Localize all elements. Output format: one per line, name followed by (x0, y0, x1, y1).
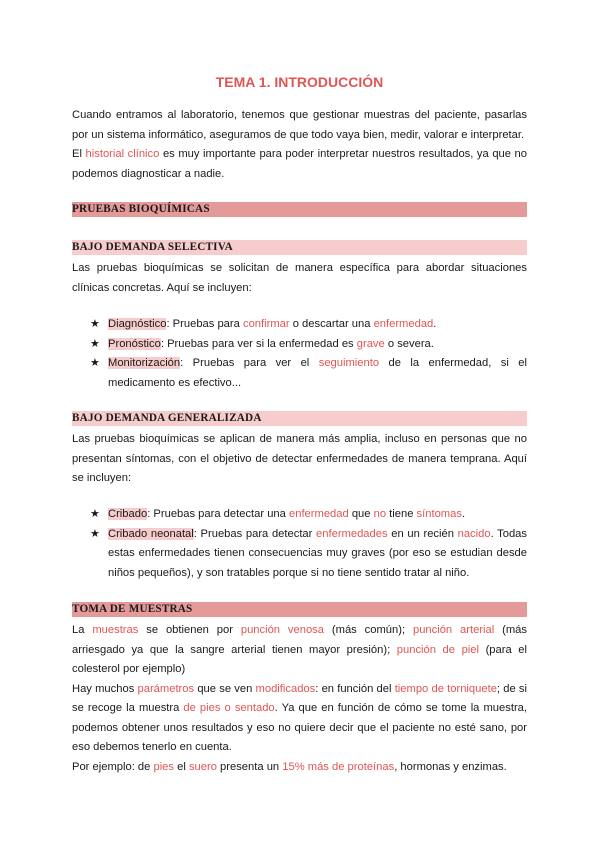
toma-de-muestras-block (72, 621, 527, 777)
toma-paragraph-2: Hay muchos parámetros que se ven modificados: en función del tiempo de torniquete; de si se recoge la muestra de pies o sentado. Ya que en función de cómo se tome la muestra, podemos obtener unos resultados y eso no quiere decir que el paciente no esté sano, por eso debemos tenerlo en cuenta. (72, 682, 527, 753)
selectiva-block (72, 259, 527, 298)
list-item: ★ Cribado: Pruebas para detectar una enfermedad que no tiene síntomas. (72, 505, 527, 525)
section-heading-pruebas-bioquimicas: PRUEBAS BIOQUÍMICAS (72, 202, 527, 217)
list-item: ★ Diagnóstico: Pruebas para confirmar o descartar una enfermedad. (72, 315, 527, 335)
intro-section (72, 106, 527, 184)
toma-paragraph-3: Por ejemplo: de pies el suero presenta un 15% más de proteínas, hormonas y enzimas. (72, 760, 507, 773)
page-title: TEMA 1. INTRODUCCIÓN (215, 74, 384, 90)
star-bullet-icon: ★ (90, 357, 100, 369)
list-item: ★ Cribado neonatal: Pruebas para detectar enfermedades en un recién nacido. Todas estas enfermedades tienen consecuencias muy graves (por eso se estudian desde niños pequeños), y son tratables porque si no tiene sentido tratar al niño. (72, 525, 527, 584)
selectiva-list (72, 315, 527, 393)
star-bullet-icon: ★ (90, 508, 100, 520)
star-bullet-icon: ★ (90, 337, 100, 350)
section-heading-toma-de-muestras: TOMA DE MUESTRAS (72, 602, 527, 617)
subsection-heading-selectiva: BAJO DEMANDA SELECTIVA (72, 240, 527, 255)
star-bullet-icon: ★ (90, 318, 100, 330)
generalizada-paragraph: Las pruebas bioquímicas se aplican de manera más amplia, incluso en personas que no presentan síntomas, con el objetivo de detectar enfermedades de manera temprana. Aquí se incluyen: (72, 433, 527, 484)
generalizada-list (72, 505, 527, 583)
intro-paragraph-1: Cuando entramos al laboratorio, tenemos que gestionar muestras del paciente, pasarlas por un sistema informático, aseguramos de que todo vaya bien, medir, valorar e interpretar. (72, 109, 527, 141)
list-item: ★ Monitorización: Pruebas para ver el seguimiento de la enfermedad, si el medicamento es efectivo... (72, 354, 527, 393)
subsection-heading-generalizada: BAJO DEMANDA GENERALIZADA (72, 411, 527, 426)
star-bullet-icon: ★ (90, 527, 100, 540)
generalizada-block (72, 430, 527, 489)
toma-paragraph-1: La muestras se obtienen por punción venosa (más común); punción arterial (más arriesgado ya que la sangre arterial tienen mayor presión); punción de piel (para el colesterol por ejemplo) (72, 624, 528, 675)
intro-paragraph-2: El historial clínico es muy importante para poder interpretar nuestros resultados, ya que no podemos diagnosticar a nadie. (72, 148, 528, 180)
selectiva-paragraph: Las pruebas bioquímicas se solicitan de manera específica para abordar situaciones clínicas concretas. Aquí se incluyen: (72, 262, 527, 294)
list-item: ★ Pronóstico: Pruebas para ver si la enfermedad es grave o severa. (72, 335, 527, 355)
